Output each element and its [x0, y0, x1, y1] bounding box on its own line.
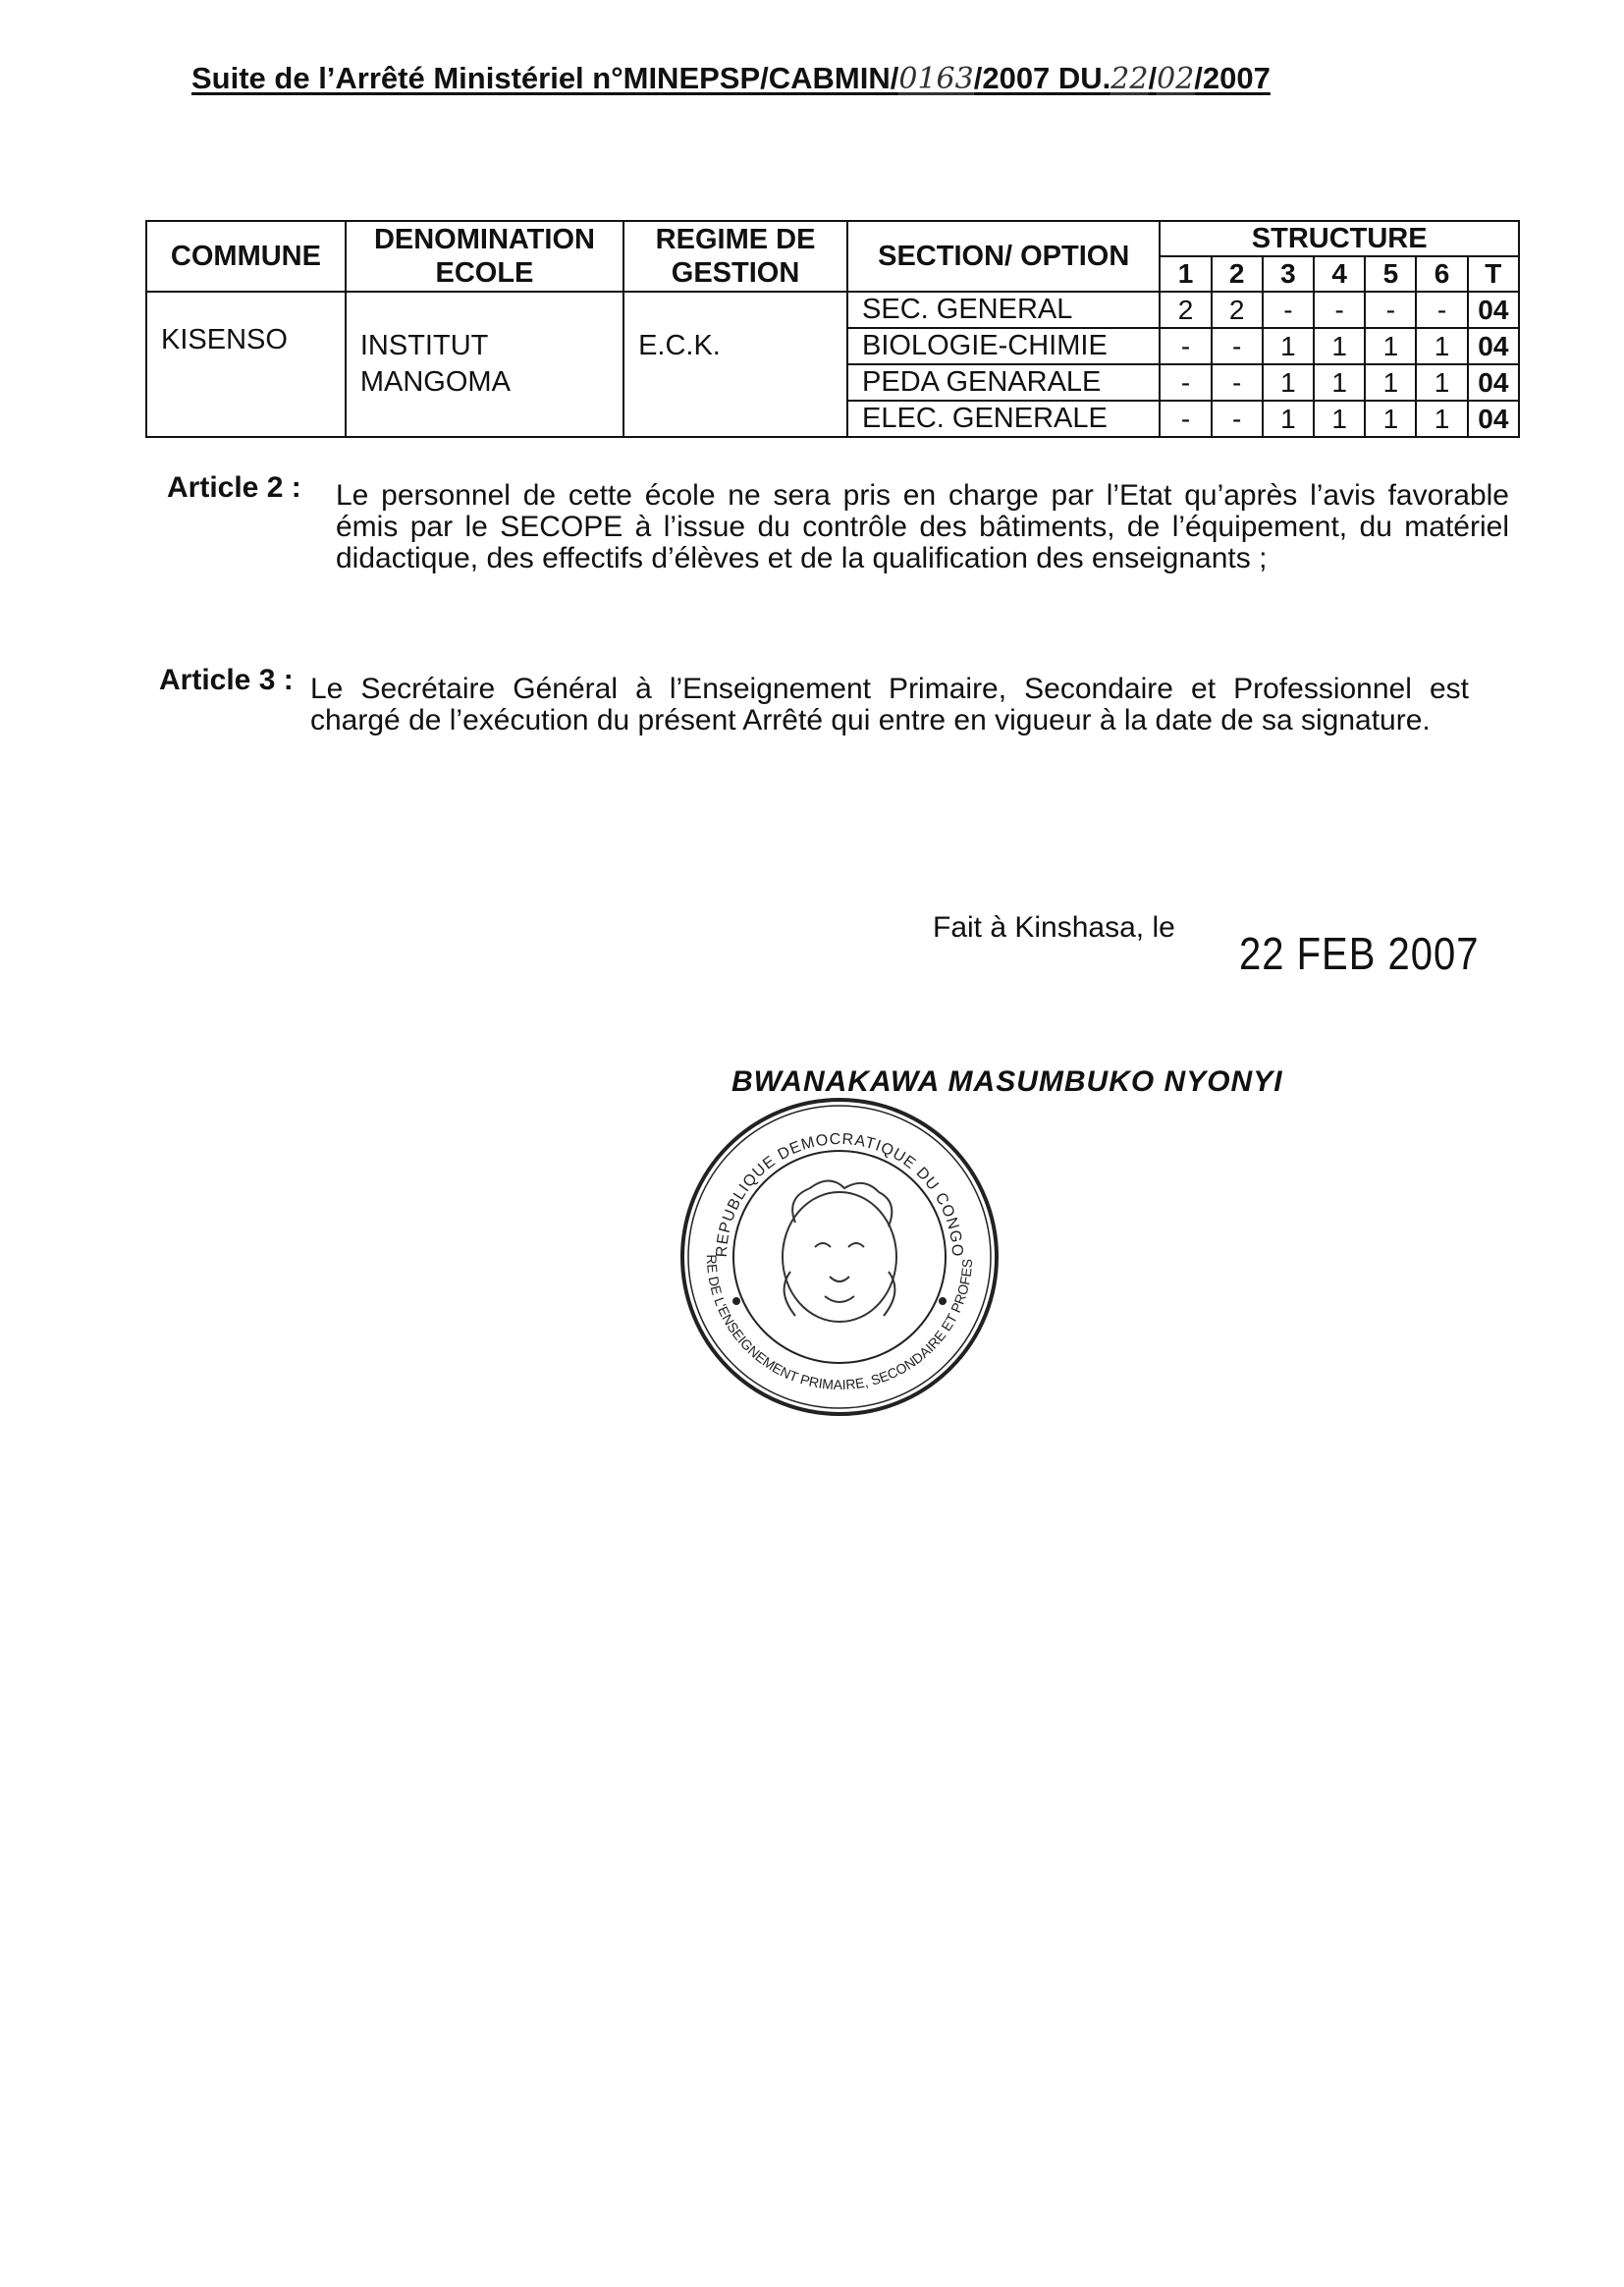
cell-total: 04: [1468, 364, 1519, 401]
header-middle: /2007 DU.: [973, 61, 1111, 95]
cell-value: 1: [1365, 364, 1416, 401]
seal-outer-text: REPUBLIQUE DEMOCRATIQUE DU CONGO: [713, 1130, 966, 1258]
cell-section: BIOLOGIE-CHIMIE: [847, 328, 1160, 364]
official-seal: [668, 1085, 1011, 1429]
document-header: [191, 61, 1271, 96]
cell-value: -: [1160, 364, 1211, 401]
cell-value: -: [1263, 292, 1314, 328]
header-suffix: /2007: [1194, 61, 1271, 95]
structure-col-1: 1: [1160, 256, 1211, 292]
school-structure-table: [145, 220, 1520, 438]
cell-commune: KISENSO: [146, 292, 346, 437]
header-prefix: Suite de l’Arrêté Ministériel n°MINEPSP/CABMIN/: [191, 61, 899, 95]
article-3-text: Le Secrétaire Général à l’Enseignement Primaire, Secondaire et Professionnel est chargé de l’exécution du présent Arrêté qui entre en vigueur à la date de sa signature.: [310, 673, 1469, 736]
cell-value: 1: [1314, 328, 1365, 364]
header-structure: STRUCTURE: [1160, 221, 1519, 256]
table-row: [146, 292, 1519, 328]
header-commune: COMMUNE: [146, 221, 346, 292]
cell-value: 1: [1263, 364, 1314, 401]
cell-value: 1: [1314, 401, 1365, 437]
structure-col-2: 2: [1212, 256, 1263, 292]
cell-section: PEDA GENARALE: [847, 364, 1160, 401]
cell-value: -: [1160, 401, 1211, 437]
structure-col-total: T: [1468, 256, 1519, 292]
article-3-label: Article 3 :: [159, 664, 294, 696]
cell-value: 1: [1314, 364, 1365, 401]
place-line: Fait à Kinshasa, le: [933, 911, 1175, 944]
handwritten-month: 02: [1157, 62, 1195, 96]
cell-section: ELEC. GENERALE: [847, 401, 1160, 437]
header-separator: /: [1148, 61, 1158, 95]
cell-value: -: [1212, 364, 1263, 401]
cell-value: 1: [1416, 364, 1467, 401]
cell-section: SEC. GENERAL: [847, 292, 1160, 328]
cell-total: 04: [1468, 328, 1519, 364]
handwritten-decree-number: 0163: [898, 62, 974, 96]
cell-value: 2: [1212, 292, 1263, 328]
cell-value: -: [1416, 292, 1467, 328]
cell-value: -: [1314, 292, 1365, 328]
cell-value: -: [1160, 328, 1211, 364]
cell-value: 1: [1416, 328, 1467, 364]
cell-value: 1: [1263, 401, 1314, 437]
seal-icon: [668, 1085, 1011, 1429]
structure-col-4: 4: [1314, 256, 1365, 292]
cell-value: 1: [1263, 328, 1314, 364]
date-stamp: 22 FEB 2007: [1239, 929, 1480, 980]
cell-value: 1: [1416, 401, 1467, 437]
article-2-label: Article 2 :: [167, 471, 301, 504]
cell-total: 04: [1468, 401, 1519, 437]
seal-inner-text: RE DE L'ENSEIGNEMENT PRIMAIRE, SECONDAIRE ET PROFES: [703, 1254, 976, 1393]
cell-value: 2: [1160, 292, 1211, 328]
cell-denomination: INSTITUT MANGOMA: [346, 292, 623, 437]
cell-value: -: [1365, 292, 1416, 328]
svg-text:MINISTERE DE L'ENSEIGNEMENT PR: [668, 1085, 975, 1392]
structure-col-3: 3: [1263, 256, 1314, 292]
structure-col-5: 5: [1365, 256, 1416, 292]
cell-regime: E.C.K.: [623, 292, 847, 437]
header-regime: REGIME DE GESTION: [623, 221, 847, 292]
header-denomination: DENOMINATION ECOLE: [346, 221, 623, 292]
cell-value: 1: [1365, 328, 1416, 364]
cell-value: 1: [1365, 401, 1416, 437]
signer-name: BWANAKAWA MASUMBUKO NYONYI: [731, 1065, 1283, 1098]
cell-value: -: [1212, 401, 1263, 437]
header-section: SECTION/ OPTION: [847, 221, 1160, 292]
structure-col-6: 6: [1416, 256, 1467, 292]
article-2-text: Le personnel de cette école ne sera pris en charge par l’Etat qu’après l’avis favorable émis par le SECOPE à l’issue du contrôle des bâtiments, de l’équipement, du matériel didactique, des effectifs d’élèves et de la qualification des enseignants ;: [336, 479, 1509, 574]
cell-value: -: [1212, 328, 1263, 364]
cell-total: 04: [1468, 292, 1519, 328]
handwritten-day: 22: [1110, 62, 1149, 96]
